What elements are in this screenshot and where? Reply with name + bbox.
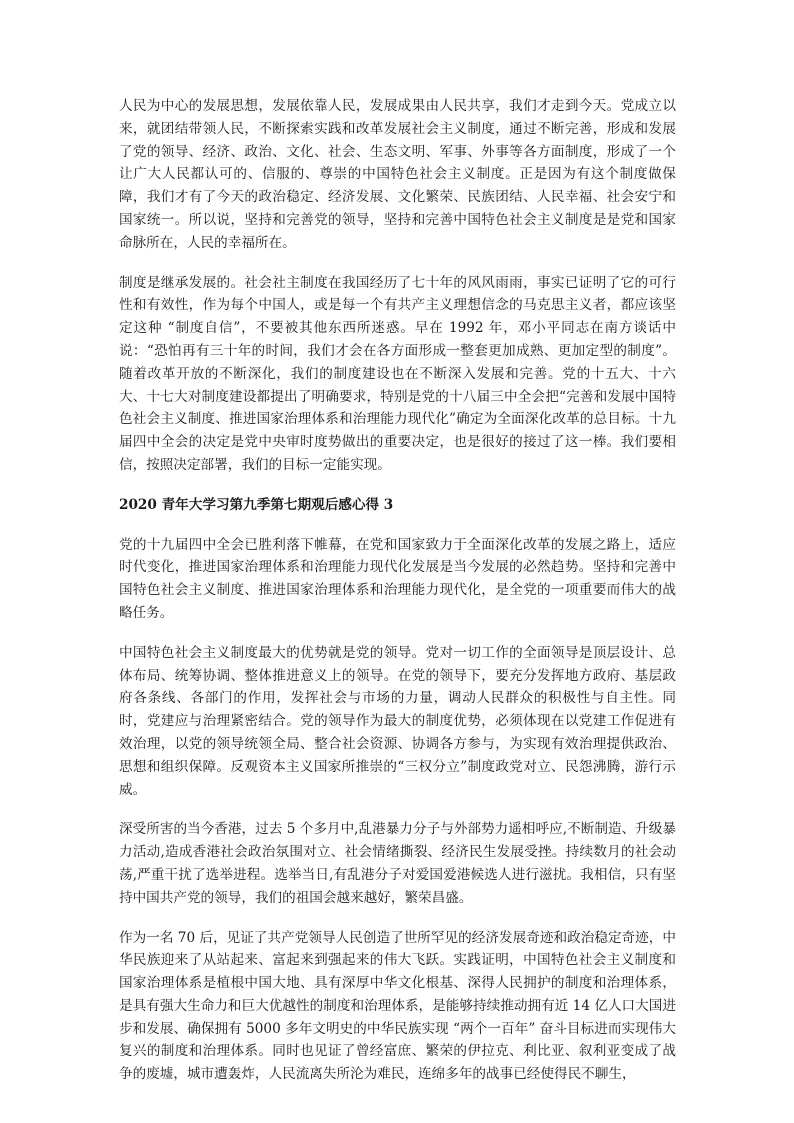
paragraph-2: 制度是继承发展的。社会社主制度在我国经历了七十年的风风雨雨，事实已证明了它的可行性和有效性，作为每个中国人，或是每一个有共产主义理想信念的马克思主义者，都应该坚定这种 “制度自信”，不要被其他东西所迷惑。早在 1992 年，邓小平同志在南方谈话中说：“恐怕再有三十年的时间，我们才会在各方面形成一整套更加成熟、更加定型的制度”。随着改革开放的不断深化，我们的制度建设也在不断深入发展和完善。党的十五大、十六大、十七大对制度建设都提出了明确要求，特别是党的十八届三中全会把“完善和发展中国特色社会主义制度、推进国家治理体系和治理能力现代化”确定为全面深化改革的总目标。十九届四中全会的决定是党中央审时度势做出的重要决定，也是很好的接过了这一棒。我们要相信，按照决定部署，我们的目标一定能实现。	[119, 274, 676, 473]
paragraph-4: 中国特色社会主义制度最大的优势就是党的领导。党对一切工作的全面领导是顶层设计、总体布局、统筹协调、整体推进意义上的领导。在党的领导下，要充分发挥地方政府、基层政府各条线、各部门的作用，发挥社会与市场的力量，调动人民群众的积极性与自主性。同时，党建应与治理紧密结合。党的领导作为最大的制度优势，必须体现在以党建工作促进有效治理，以党的领导统领全局、整合社会资源、协调各方参与，为实现有效治理提供政治、思想和组织保障。反观资本主义国家所推崇的“三权分立”制度政党对立、民怨沸腾，游行示威。	[119, 644, 676, 798]
paragraph-1: 人民为中心的发展思想，发展依靠人民，发展成果由人民共享，我们才走到今天。党成立以来，就团结带领人民，不断探索实践和改革发展社会主义制度，通过不断完善，形成和发展了党的领导、经济、政治、文化、社会、生态文明、军事、外事等各方面制度，形成了一个让广大人民都认可的、信服的、尊崇的中国特色社会主义制度。正是因为有这个制度做保障，我们才有了今天的政治稳定、经济发展、文化繁荣、民族团结、人民幸福、社会安宁和国家统一。所以说，坚持和完善党的领导，坚持和完善中国特色社会主义制度是是党和国家命脉所在，人民的幸福所在。	[119, 98, 676, 251]
paragraph-5: 深受所害的当今香港，过去 5 个多月中,乱港暴力分子与外部势力遥相呼应,不断制造、升级暴力活动,造成香港社会政治氛围对立、社会情绪撕裂、经济民生发展受挫。持续数月的社会动荡,严重干扰了选举进程。选举当日,有乱港分子对爱国爱港候选人进行滋扰。我相信，只有坚持中国共产党的领导，我们的祖国会越来越好，繁荣昌盛。	[119, 821, 676, 906]
paragraph-3: 党的十九届四中全会已胜利落下帷幕，在党和国家致力于全面深化改革的发展之路上，适应时代变化，推进国家治理体系和治理能力现代化发展是当今发展的必然趋势。坚持和完善中国特色社会主义制度、推进国家治理体系和治理能力现代化，是全党的一项重要而伟大的战略任务。	[119, 536, 676, 621]
paragraph-6: 作为一名 70 后，见证了共产党领导人民创造了世所罕见的经济发展奇迹和政治稳定奇迹，中华民族迎来了从站起来、富起来到强起来的伟大飞跃。实践证明，中国特色社会主义制度和国家治理体系是植根中国大地、具有深厚中华文化根基、深得人民拥护的制度和治理体系，是具有强大生命力和巨大优越性的制度和治理体系，是能够持续推动拥有近 14 亿人口大国进步和发展、确保拥有 5000 多年文明史的中华民族实现 “两个一百年” 奋斗目标进而实现伟大复兴的制度和治理体系。同时也见证了曾经富庶、繁荣的伊拉克、利比亚、叙利亚变成了战争的废墟，城市遭轰炸，人民流离失所沦为难民，连绵多年的战事已经使得民不聊生，	[119, 929, 676, 1083]
section-heading: 2020 青年大学习第九季第七期观后感心得 3	[119, 496, 394, 513]
